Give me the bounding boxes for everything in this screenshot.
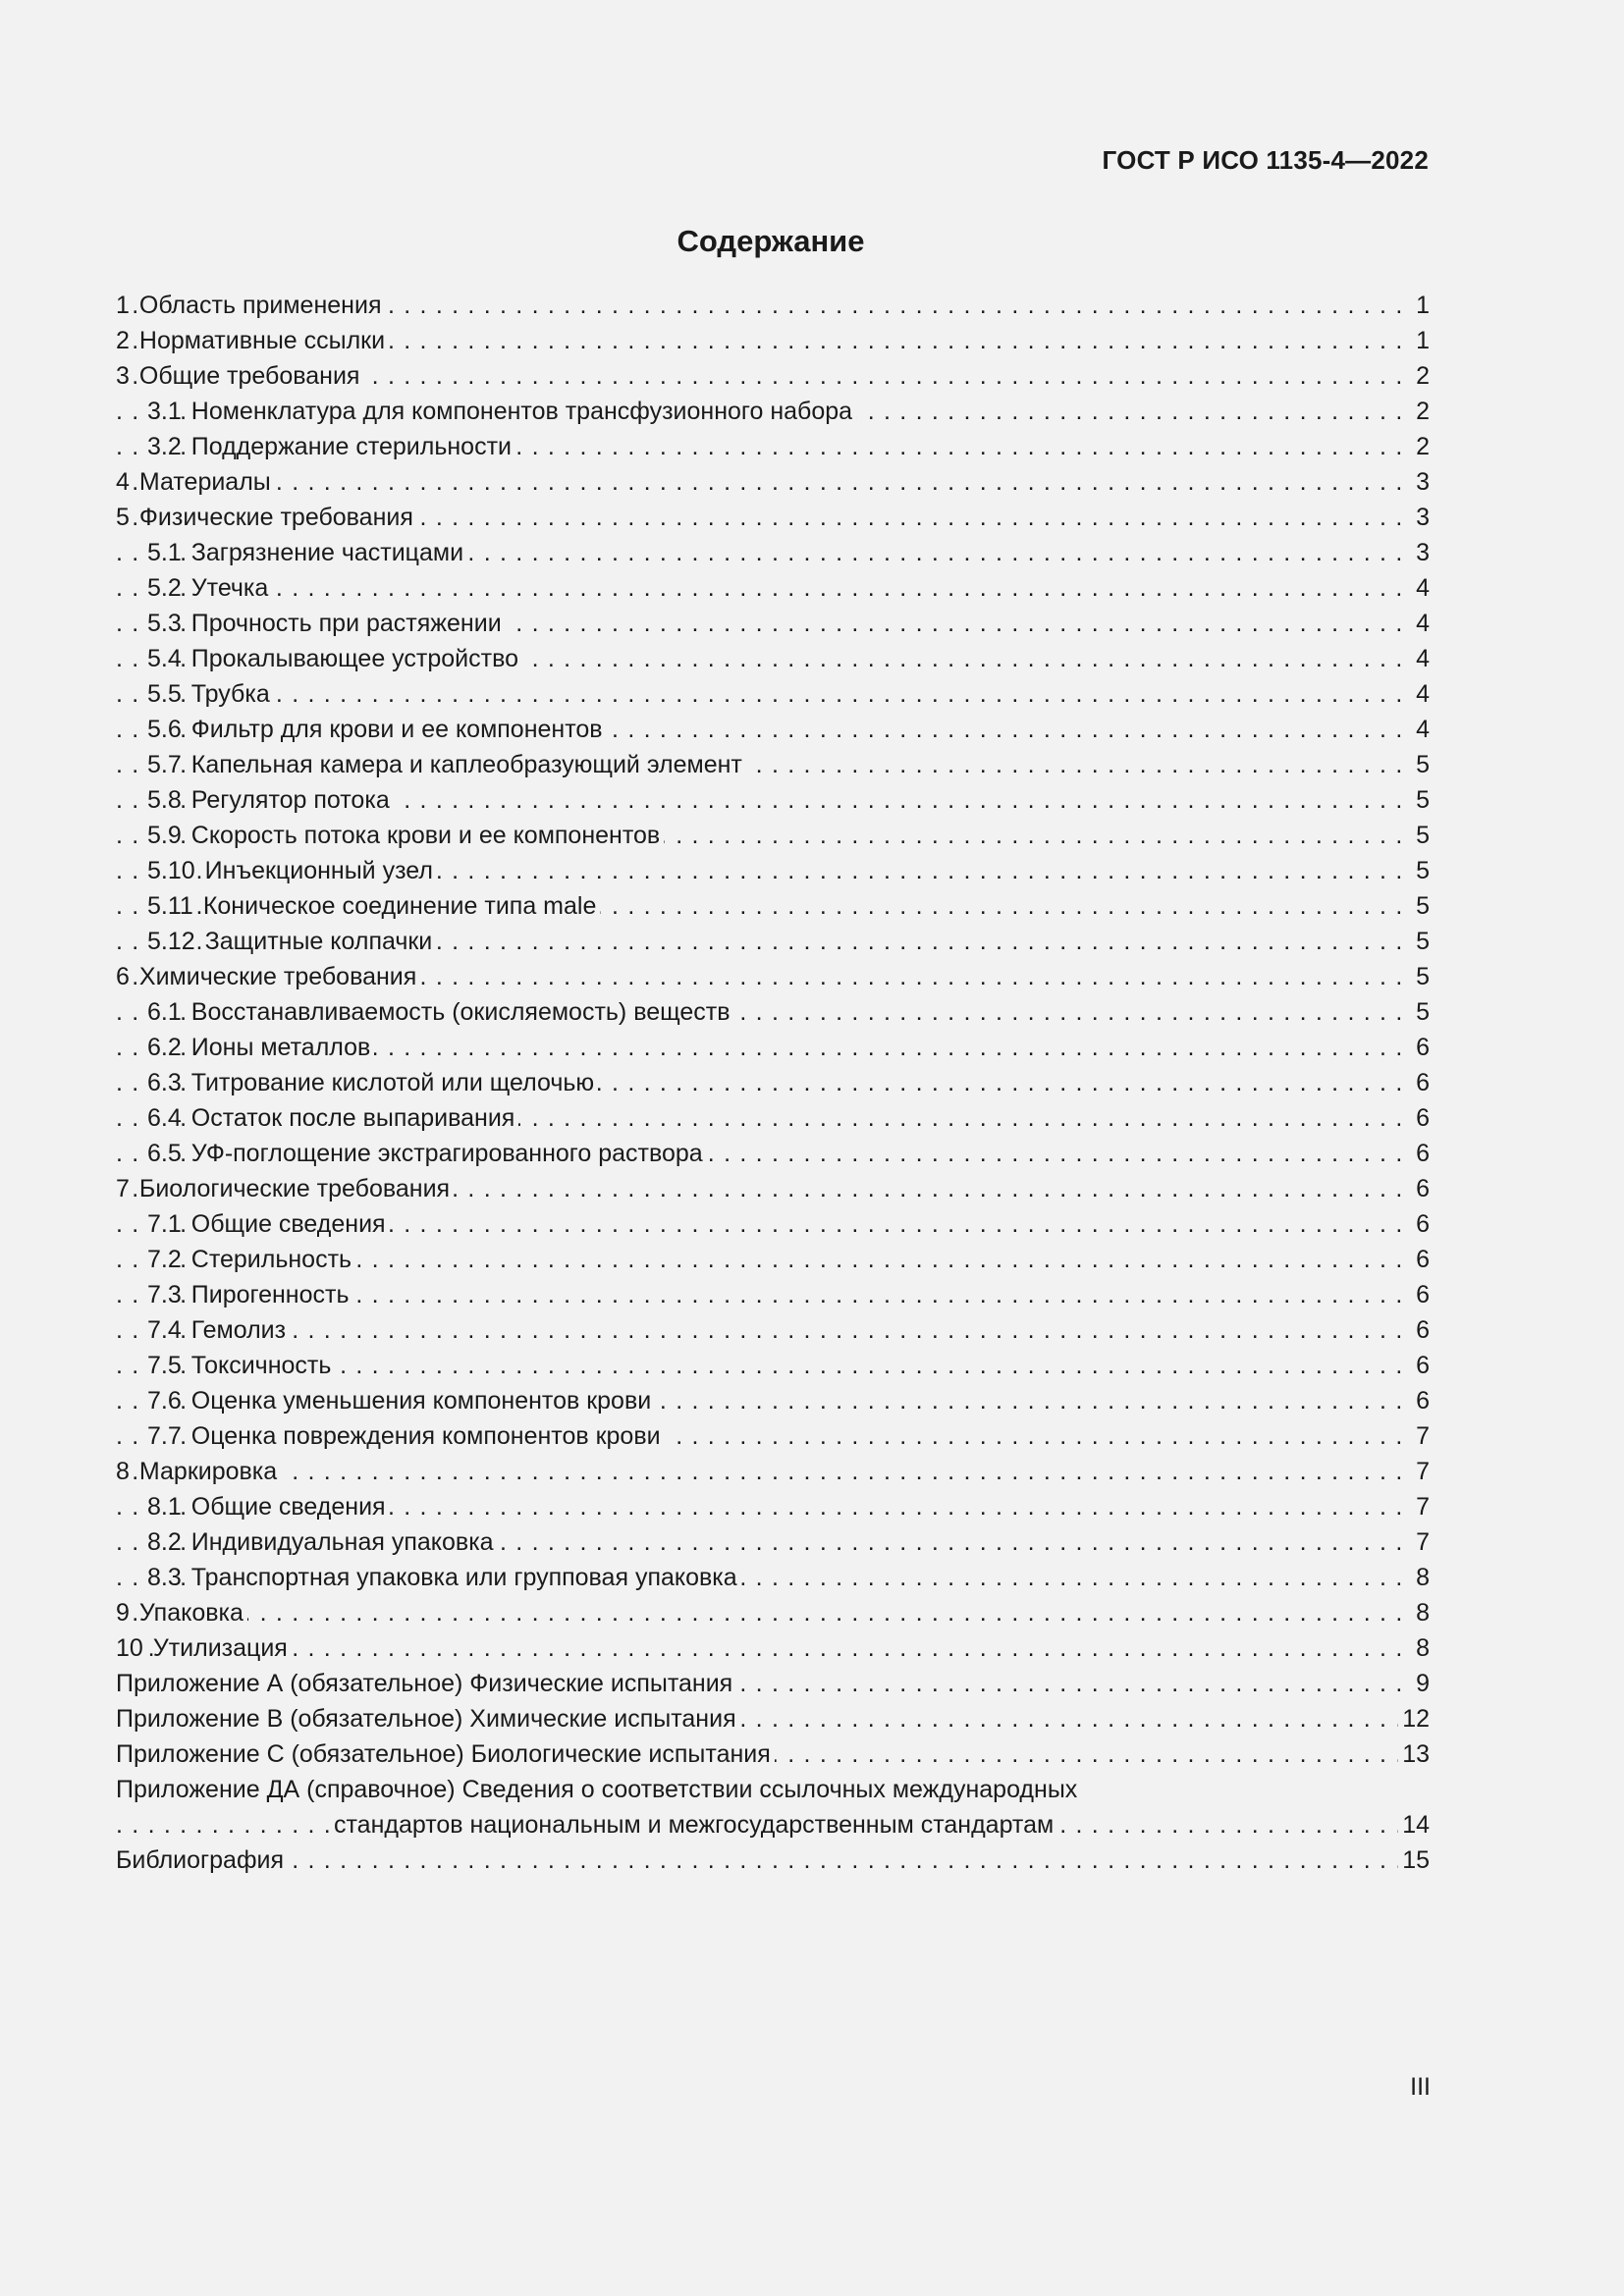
- toc-entry[interactable]: [116, 924, 1430, 959]
- toc-entry-number: 5.10: [147, 857, 195, 884]
- toc-entry-page: 5: [1412, 853, 1430, 888]
- toc-entry-number: 4: [116, 468, 130, 496]
- toc-entry-page: 6: [1412, 1100, 1430, 1136]
- toc-entry-number: 7.1: [147, 1210, 182, 1238]
- toc-entry-page: 3: [1412, 500, 1430, 535]
- toc-entry-number: 6.2: [147, 1034, 182, 1061]
- page-number: III: [1410, 2073, 1431, 2101]
- toc-entry-label: Скорость потока крови и ее компонентов: [191, 822, 664, 849]
- toc-entry-label: Прочность при растяжении: [191, 610, 506, 637]
- toc-entry-page: 5: [1412, 888, 1430, 924]
- toc-entry[interactable]: [116, 358, 1430, 394]
- toc-entry[interactable]: [116, 1560, 1430, 1595]
- toc-entry-page: 5: [1412, 994, 1430, 1030]
- toc-entry-label: Общие сведения: [191, 1493, 390, 1521]
- toc-entry-number: 7.2: [147, 1246, 182, 1273]
- toc-entry-number: 5.12: [147, 928, 195, 955]
- toc-entry-page: 8: [1412, 1595, 1430, 1630]
- toc-entry-label: Номенклатура для компонентов трансфузионного набора: [191, 398, 856, 425]
- toc-entry[interactable]: [116, 1100, 1430, 1136]
- toc-entry-page: 9: [1412, 1666, 1430, 1701]
- toc-entry-label: Химические требования: [139, 963, 420, 990]
- toc-entry[interactable]: [116, 323, 1430, 358]
- toc-entry[interactable]: [116, 606, 1430, 641]
- toc-entry-label: Упаковка: [139, 1599, 247, 1627]
- toc-entry[interactable]: [116, 1666, 1430, 1701]
- toc-entry-number: 8.3: [147, 1564, 182, 1591]
- toc-entry-label: Поддержание стерильности: [191, 433, 515, 460]
- toc-entry[interactable]: [116, 1772, 1430, 1807]
- toc-entry-label: Оценка уменьшения компонентов крови: [191, 1387, 655, 1415]
- toc-entry-page: 2: [1412, 394, 1430, 429]
- toc-entry[interactable]: [116, 994, 1430, 1030]
- toc-entry-label: Материалы: [139, 468, 275, 496]
- toc-entry-page: 7: [1412, 1524, 1430, 1560]
- toc-entry-number: 7.6: [147, 1387, 182, 1415]
- toc-entry-number: 3: [116, 362, 130, 390]
- toc-entry-number: 7.5: [147, 1352, 182, 1379]
- toc-entry-label: Физические требования: [139, 504, 417, 531]
- toc-entry-number: 3.1: [147, 398, 182, 425]
- toc-entry-page: 7: [1412, 1418, 1430, 1454]
- toc-entry[interactable]: [116, 1136, 1430, 1171]
- toc-entry[interactable]: [116, 1701, 1430, 1736]
- toc-entry-number: 7.7: [147, 1422, 182, 1450]
- toc-entry[interactable]: [116, 1524, 1430, 1560]
- toc-entry[interactable]: [116, 1807, 1430, 1842]
- toc-entry-number: 1: [116, 292, 130, 319]
- toc-entry-number: 5.8: [147, 786, 182, 814]
- toc-entry-number: 8.2: [147, 1528, 182, 1556]
- toc-entry-label: УФ-поглощение экстрагированного раствора: [191, 1140, 707, 1167]
- toc-entry[interactable]: [116, 853, 1430, 888]
- toc-entry[interactable]: [116, 641, 1430, 676]
- toc-entry[interactable]: [116, 1242, 1430, 1277]
- toc-entry[interactable]: [116, 1065, 1430, 1100]
- toc-entry-page: 6: [1412, 1383, 1430, 1418]
- toc-entry-page: 6: [1412, 1206, 1430, 1242]
- toc-entry-number: 7.4: [147, 1316, 182, 1344]
- toc-entry-page: 5: [1412, 747, 1430, 782]
- toc-entry[interactable]: [116, 1489, 1430, 1524]
- toc-entry-page: 3: [1412, 464, 1430, 500]
- toc-entry-label: Область применения: [139, 292, 386, 319]
- toc-entry-label: Общие требования: [139, 362, 364, 390]
- toc-entry-number: 7: [116, 1175, 130, 1202]
- toc-entry-page: 2: [1412, 358, 1430, 394]
- toc-entry[interactable]: [116, 500, 1430, 535]
- toc-entry-page: 8: [1412, 1560, 1430, 1595]
- toc-entry-page: 1: [1412, 288, 1430, 323]
- toc-entry[interactable]: [116, 1595, 1430, 1630]
- toc-entry-label: Приложение А (обязательное) Физические испытания: [116, 1670, 736, 1697]
- toc-entry-number: 6: [116, 963, 130, 990]
- document-id: ГОСТ Р ИСО 1135-4—2022: [1102, 145, 1429, 175]
- toc-entry[interactable]: [116, 464, 1430, 500]
- toc-entry-number: 8.1: [147, 1493, 182, 1521]
- toc-entry-page: 1: [1412, 323, 1430, 358]
- toc-entry-number: 8: [116, 1458, 130, 1485]
- toc-entry-number: 5: [116, 504, 130, 531]
- toc-entry-number: 5.3: [147, 610, 182, 637]
- toc-entry-page: 6: [1412, 1242, 1430, 1277]
- toc-entry-number: 9: [116, 1599, 130, 1627]
- toc-entry-label: Транспортная упаковка или групповая упаковка: [191, 1564, 741, 1591]
- toc-entry-label: Коническое соединение типа male: [203, 892, 601, 920]
- toc-entry-number: 6.4: [147, 1104, 182, 1132]
- toc-entry-page: 6: [1412, 1065, 1430, 1100]
- toc-entry-number: 6.5: [147, 1140, 182, 1167]
- toc-entry-label: Трубка: [191, 680, 274, 708]
- page-title: Содержание: [677, 224, 865, 258]
- table-of-contents: [116, 288, 1430, 1878]
- toc-entry-page: 6: [1412, 1312, 1430, 1348]
- toc-entry-label: Приложение ДА (справочное) Сведения о соответствии ссылочных международных: [116, 1776, 1081, 1803]
- toc-entry-label: Титрование кислотой или щелочью: [191, 1069, 598, 1096]
- toc-entry-page: 5: [1412, 924, 1430, 959]
- toc-entry-page: 4: [1412, 570, 1430, 606]
- toc-entry-label: Ионы металлов: [191, 1034, 375, 1061]
- toc-entry-number: 5.6: [147, 716, 182, 743]
- toc-entry[interactable]: [116, 1171, 1430, 1206]
- toc-entry-number: 10: [116, 1634, 143, 1662]
- toc-entry[interactable]: [116, 1418, 1430, 1454]
- toc-entry-label: Нормативные ссылки: [139, 327, 389, 354]
- toc-entry-number: 7.3: [147, 1281, 182, 1308]
- toc-entry[interactable]: [116, 429, 1430, 464]
- toc-entry-page: 3: [1412, 535, 1430, 570]
- toc-entry-page: 2: [1412, 429, 1430, 464]
- toc-entry[interactable]: [116, 1454, 1430, 1489]
- toc-entry[interactable]: [116, 1736, 1430, 1772]
- toc-entry-number: 5.7: [147, 751, 182, 778]
- toc-entry-page: 4: [1412, 676, 1430, 712]
- toc-entry[interactable]: [116, 1630, 1430, 1666]
- toc-entry-label: Остаток после выпаривания: [191, 1104, 519, 1132]
- toc-entry-label: Гемолиз: [191, 1316, 290, 1344]
- toc-entry-label: Регулятор потока: [191, 786, 394, 814]
- toc-entry-label: Прокалывающее устройство: [191, 645, 522, 672]
- toc-entry[interactable]: [116, 888, 1430, 924]
- toc-entry-label: Загрязнение частицами: [191, 539, 467, 566]
- toc-entry[interactable]: [116, 1383, 1430, 1418]
- toc-entry-number: 5.11: [147, 892, 193, 920]
- toc-entry-page: 4: [1412, 641, 1430, 676]
- toc-entry-label: Индивидуальная упаковка: [191, 1528, 498, 1556]
- toc-entry[interactable]: [116, 1842, 1430, 1878]
- toc-entry-number: 5.4: [147, 645, 182, 672]
- toc-entry-number: 3.2: [147, 433, 182, 460]
- toc-entry-page: 5: [1412, 818, 1430, 853]
- toc-entry-label: Приложение С (обязательное) Биологические испытания: [116, 1740, 775, 1768]
- toc-entry-label: Биологические требования: [139, 1175, 454, 1202]
- toc-entry[interactable]: [116, 676, 1430, 712]
- toc-entry-page: 4: [1412, 712, 1430, 747]
- toc-entry-number: 5.1: [147, 539, 182, 566]
- toc-entry[interactable]: [116, 1312, 1430, 1348]
- toc-entry[interactable]: [116, 535, 1430, 570]
- toc-entry-label: Общие сведения: [191, 1210, 390, 1238]
- toc-entry[interactable]: [116, 782, 1430, 818]
- toc-entry-label: Защитные колпачки: [205, 928, 437, 955]
- toc-entry-label: Утечка: [191, 574, 273, 602]
- toc-entry-page: 6: [1412, 1136, 1430, 1171]
- toc-entry-page: 7: [1412, 1489, 1430, 1524]
- toc-entry-page: 4: [1412, 606, 1430, 641]
- toc-entry-number: 6.3: [147, 1069, 182, 1096]
- toc-entry[interactable]: [116, 747, 1430, 782]
- toc-entry[interactable]: [116, 570, 1430, 606]
- toc-entry-page: 6: [1412, 1171, 1430, 1206]
- toc-entry-page: 8: [1412, 1630, 1430, 1666]
- toc-entry-page: 12: [1398, 1701, 1430, 1736]
- toc-entry[interactable]: [116, 818, 1430, 853]
- toc-entry-label: Оценка повреждения компонентов крови: [191, 1422, 665, 1450]
- toc-entry-label: Приложение В (обязательное) Химические испытания: [116, 1705, 740, 1733]
- toc-entry-page: 7: [1412, 1454, 1430, 1489]
- toc-entry[interactable]: [116, 1030, 1430, 1065]
- toc-entry-number: 5.9: [147, 822, 182, 849]
- toc-entry-page: 14: [1398, 1807, 1430, 1842]
- toc-entry-label: Восстанавливаемость (окисляемость) веществ: [191, 998, 734, 1026]
- toc-entry-page: 5: [1412, 782, 1430, 818]
- toc-entry-page: 15: [1398, 1842, 1430, 1878]
- toc-entry-label: Пирогенность: [191, 1281, 353, 1308]
- toc-entry[interactable]: [116, 959, 1430, 994]
- toc-entry-label: стандартов национальным и межгосударственным стандартам: [334, 1811, 1057, 1839]
- toc-entry[interactable]: [116, 1206, 1430, 1242]
- toc-entry-page: 5: [1412, 959, 1430, 994]
- toc-entry-label: Фильтр для крови и ее компонентов: [191, 716, 607, 743]
- toc-entry-label: Токсичность: [191, 1352, 336, 1379]
- toc-entry[interactable]: [116, 1348, 1430, 1383]
- toc-entry-number: 2: [116, 327, 130, 354]
- toc-entry[interactable]: [116, 394, 1430, 429]
- toc-entry-label: Утилизация: [153, 1634, 292, 1662]
- toc-entry-label: Капельная камера и каплеобразующий элемент: [191, 751, 746, 778]
- toc-entry[interactable]: [116, 1277, 1430, 1312]
- toc-entry-page: 6: [1412, 1277, 1430, 1312]
- toc-entry-label: Инъекционный узел: [205, 857, 437, 884]
- toc-entry-number: 5.5: [147, 680, 182, 708]
- toc-entry-page: 6: [1412, 1030, 1430, 1065]
- toc-entry-number: 6.1: [147, 998, 182, 1026]
- toc-entry[interactable]: [116, 712, 1430, 747]
- toc-entry-page: 6: [1412, 1348, 1430, 1383]
- toc-entry[interactable]: [116, 288, 1430, 323]
- toc-entry-label: Стерильность: [191, 1246, 355, 1273]
- toc-entry-label: Маркировка: [139, 1458, 281, 1485]
- toc-entry-page: 13: [1398, 1736, 1430, 1772]
- toc-entry-label: Библиография: [116, 1846, 288, 1874]
- toc-entry-number: 5.2: [147, 574, 182, 602]
